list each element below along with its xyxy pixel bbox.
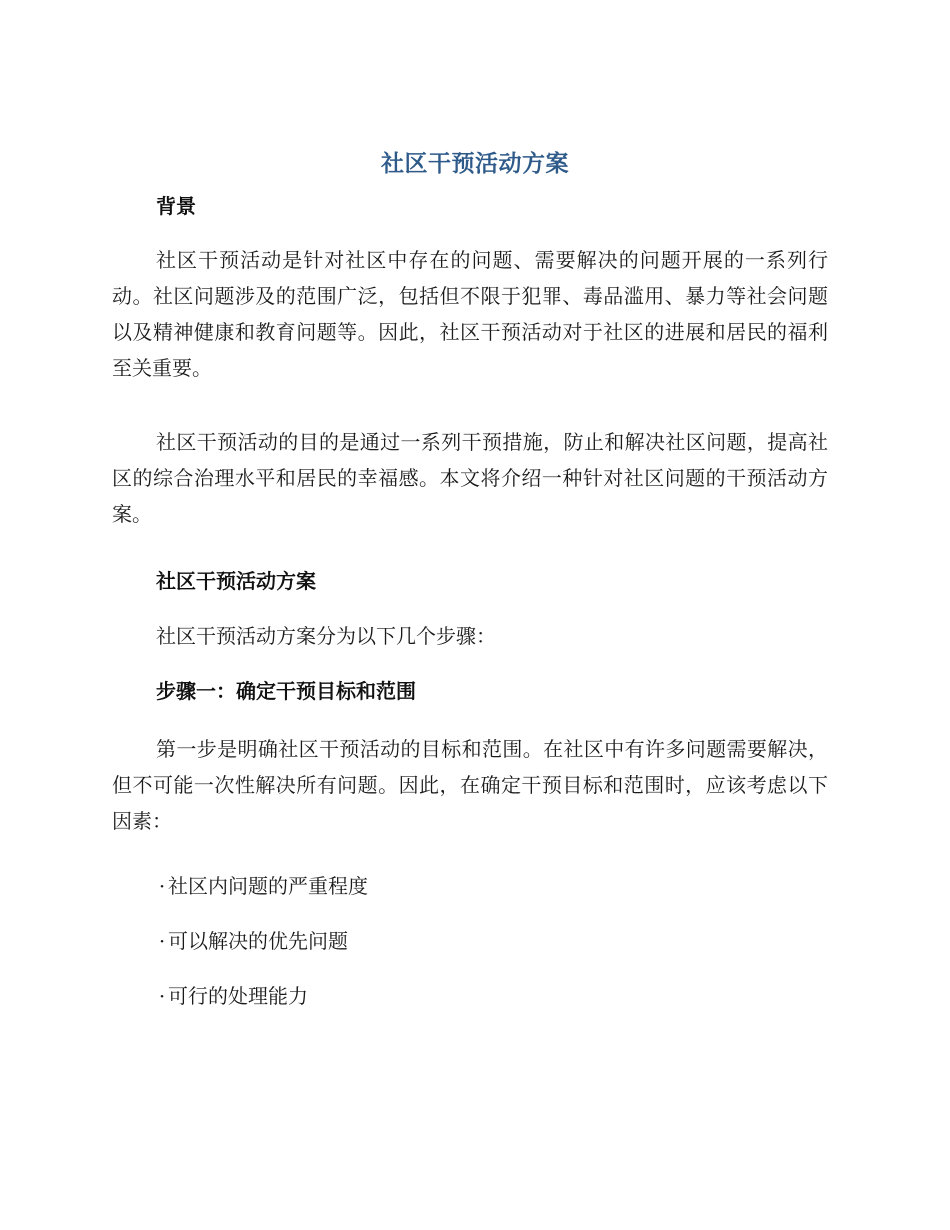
bullet-dot-icon: ·	[158, 929, 166, 953]
list-item-text: 社区内问题的严重程度	[168, 874, 368, 898]
list-item	[156, 872, 368, 900]
paragraph-plan-intro: 社区干预活动方案分为以下几个步骤：	[156, 624, 496, 648]
list-item	[156, 927, 348, 955]
paragraph-background-1: 社区干预活动是针对社区中存在的问题、需要解决的问题开展的一系列行动。社区问题涉及的范围广泛，包括但不限于犯罪、毒品滥用、暴力等社会问题以及精神健康和教育问题等。因此，社区干预活动对于社区的进展和居民的福利至关重要。	[112, 248, 828, 380]
paragraph-background-2: 社区干预活动的目的是通过一系列干预措施，防止和解决社区问题，提高社区的综合治理水平和居民的幸福感。本文将介绍一种针对社区问题的干预活动方案。	[112, 430, 828, 526]
list-item	[156, 982, 308, 1010]
list-item-text: 可行的处理能力	[168, 984, 308, 1008]
bullet-dot-icon: ·	[158, 874, 166, 898]
document-title: 社区干预活动方案	[381, 151, 569, 177]
section-heading-background: 背景	[156, 194, 196, 218]
section-heading-step1: 步骤一：确定干预目标和范围	[156, 679, 416, 703]
section-heading-plan: 社区干预活动方案	[156, 569, 316, 593]
bullet-dot-icon: ·	[158, 984, 166, 1008]
list-item-text: 可以解决的优先问题	[168, 929, 348, 953]
paragraph-step1: 第一步是明确社区干预活动的目标和范围。在社区中有许多问题需要解决，但不可能一次性解决所有问题。因此，在确定干预目标和范围时，应该考虑以下因素：	[112, 737, 828, 833]
